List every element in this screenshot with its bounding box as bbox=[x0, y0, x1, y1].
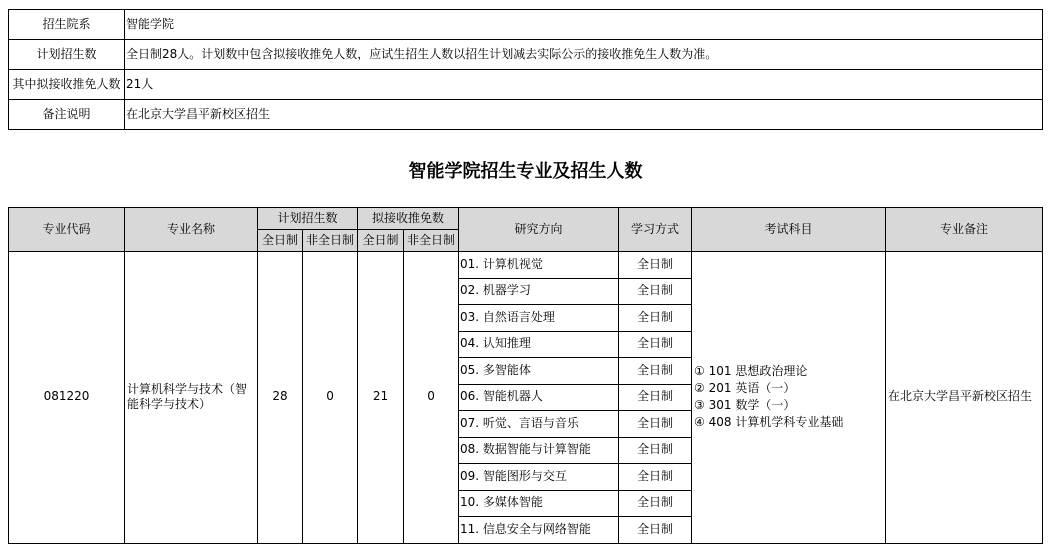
direction-mode: 全日制 bbox=[619, 517, 692, 544]
header-mode: 学习方式 bbox=[619, 208, 692, 252]
direction-mode: 全日制 bbox=[619, 464, 692, 491]
table-row bbox=[9, 252, 1043, 279]
info-value: 智能学院 bbox=[125, 10, 1043, 40]
program-remark: 在北京大学昌平新校区招生 bbox=[886, 252, 1043, 544]
direction-name: 04. 认知推理 bbox=[459, 331, 619, 358]
subject-item: ② 201 英语（一） bbox=[694, 381, 796, 396]
header-subjects: 考试科目 bbox=[692, 208, 886, 252]
info-value: 21人 bbox=[125, 70, 1043, 100]
direction-name: 06. 智能机器人 bbox=[459, 384, 619, 411]
section-title: 智能学院招生专业及招生人数 bbox=[408, 161, 643, 182]
info-row-push bbox=[9, 70, 1043, 100]
info-table bbox=[8, 9, 1043, 130]
header-push-full: 全日制 bbox=[358, 230, 404, 252]
direction-mode: 全日制 bbox=[619, 331, 692, 358]
header-plan-part: 非全日制 bbox=[303, 230, 358, 252]
direction-mode: 全日制 bbox=[619, 411, 692, 438]
info-value: 在北京大学昌平新校区招生 bbox=[125, 100, 1043, 130]
direction-name: 11. 信息安全与网络智能 bbox=[459, 517, 619, 544]
direction-name: 05. 多智能体 bbox=[459, 358, 619, 385]
header-name: 专业名称 bbox=[125, 208, 258, 252]
direction-name: 07. 听觉、言语与音乐 bbox=[459, 411, 619, 438]
direction-name: 09. 智能图形与交互 bbox=[459, 464, 619, 491]
header-plan: 计划招生数 bbox=[258, 208, 358, 230]
info-key: 备注说明 bbox=[9, 100, 125, 130]
header-push: 拟接收推免数 bbox=[358, 208, 459, 230]
subject-item: ④ 408 计算机学科专业基础 bbox=[694, 415, 844, 430]
direction-mode: 全日制 bbox=[619, 252, 692, 279]
program-table bbox=[8, 207, 1043, 544]
info-row-remark bbox=[9, 100, 1043, 130]
header-remark: 专业备注 bbox=[886, 208, 1043, 252]
direction-name: 10. 多媒体智能 bbox=[459, 490, 619, 517]
push-full: 21 bbox=[358, 252, 404, 544]
subject-item: ③ 301 数学（一） bbox=[694, 398, 796, 413]
info-row-plan bbox=[9, 40, 1043, 70]
exam-subjects bbox=[692, 252, 886, 544]
direction-mode: 全日制 bbox=[619, 490, 692, 517]
subject-item: ① 101 思想政治理论 bbox=[694, 364, 808, 379]
direction-name: 02. 机器学习 bbox=[459, 278, 619, 305]
header-push-part: 非全日制 bbox=[404, 230, 459, 252]
info-key: 招生院系 bbox=[9, 10, 125, 40]
program-name: 计算机科学与技术（智能科学与技术） bbox=[125, 252, 258, 544]
header-plan-full: 全日制 bbox=[258, 230, 303, 252]
direction-mode: 全日制 bbox=[619, 278, 692, 305]
program-code: 081220 bbox=[9, 252, 125, 544]
info-row-department bbox=[9, 10, 1043, 40]
direction-mode: 全日制 bbox=[619, 358, 692, 385]
program-body bbox=[9, 252, 1043, 544]
direction-name: 03. 自然语言处理 bbox=[459, 305, 619, 332]
direction-mode: 全日制 bbox=[619, 305, 692, 332]
header-direction: 研究方向 bbox=[459, 208, 619, 252]
info-value: 全日制28人。计划数中包含拟接收推免人数，应试生招生人数以招生计划减去实际公示的接收推免生人数为准。 bbox=[125, 40, 1043, 70]
direction-mode: 全日制 bbox=[619, 384, 692, 411]
direction-name: 01. 计算机视觉 bbox=[459, 252, 619, 279]
plan-full: 28 bbox=[258, 252, 303, 544]
direction-mode: 全日制 bbox=[619, 437, 692, 464]
info-key: 计划招生数 bbox=[9, 40, 125, 70]
info-key: 其中拟接收推免人数 bbox=[9, 70, 125, 100]
push-part: 0 bbox=[404, 252, 459, 544]
header-code: 专业代码 bbox=[9, 208, 125, 252]
direction-name: 08. 数据智能与计算智能 bbox=[459, 437, 619, 464]
plan-part: 0 bbox=[303, 252, 358, 544]
header-row-1 bbox=[9, 208, 1043, 230]
